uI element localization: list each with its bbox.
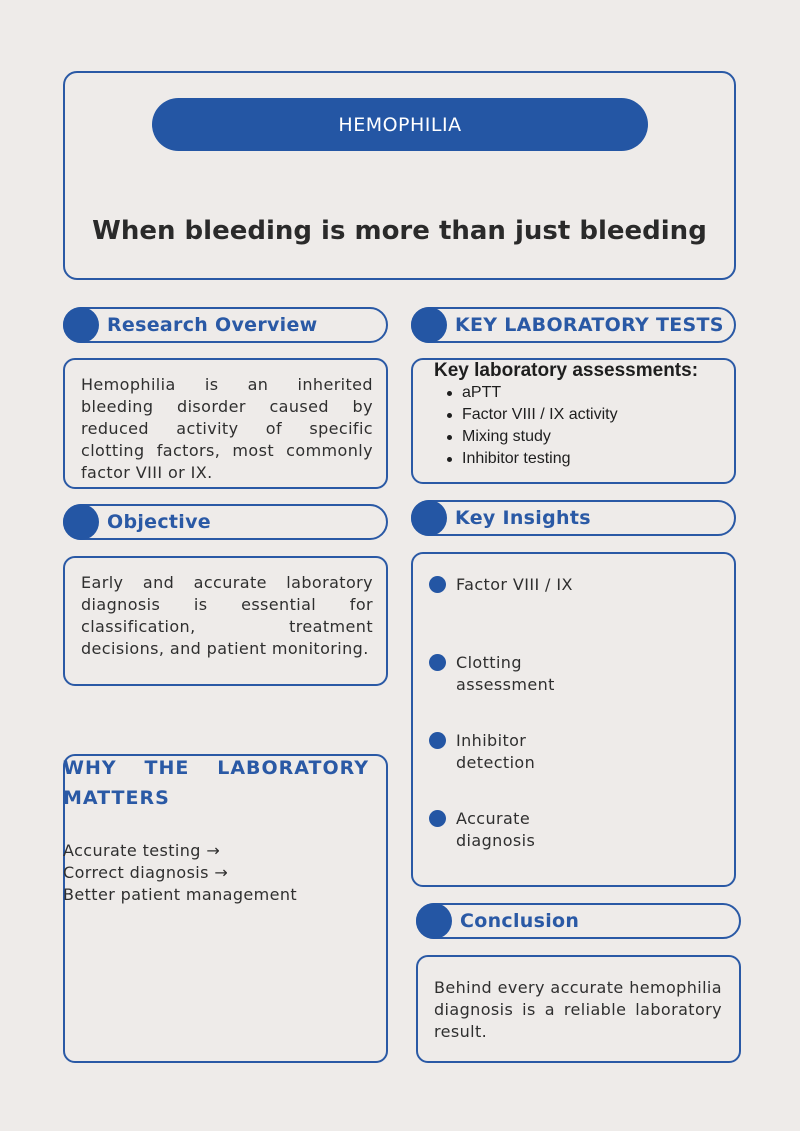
insight-text: Accurate diagnosis — [456, 809, 536, 850]
objective-text: Early and accurate laboratory diagnosis is essential for classification, treatment decisions, and patient monitoring. — [81, 573, 373, 658]
why-lab-matters-title: WHY THE LABORATORY MATTERS — [63, 757, 369, 809]
insight-text: Clotting assessment — [456, 653, 555, 694]
key-insights-card — [411, 552, 736, 887]
insight-text: Factor VIII / IX — [456, 575, 573, 594]
bullet-dot-icon — [429, 654, 446, 671]
why-line: Correct diagnosis → — [63, 863, 229, 882]
list-item: Factor VIII / IX activity — [434, 404, 729, 426]
bullet-dot-icon — [429, 732, 446, 749]
objective-title: Objective — [107, 511, 211, 533]
page-subtitle: When bleeding is more than just bleeding — [92, 216, 707, 246]
lab-tests-list — [434, 382, 729, 470]
bullet-dot-icon — [63, 504, 99, 540]
conclusion-title: Conclusion — [460, 910, 580, 932]
why-line: Better patient management — [63, 885, 298, 904]
lab-tests-subheading: Key laboratory assessments: — [434, 360, 699, 381]
why-lab-matters-body — [63, 840, 363, 906]
bullet-dot-icon — [411, 500, 447, 536]
bullet-dot-icon — [416, 903, 452, 939]
lab-tests-heading — [411, 307, 736, 343]
conclusion-text: Behind every accurate hemophilia diagnosis is a reliable laboratory result. — [434, 978, 722, 1041]
key-insights-heading — [411, 500, 736, 536]
bullet-dot-icon — [429, 576, 446, 593]
list-item: aPTT — [434, 382, 729, 404]
bullet-dot-icon — [63, 307, 99, 343]
insight-text: Inhibitor detection — [456, 731, 536, 772]
research-overview-title: Research Overview — [107, 314, 318, 336]
header-badge-label: HEMOPHILIA — [338, 113, 462, 136]
research-overview-heading — [63, 307, 388, 343]
research-overview-text: Hemophilia is an inherited bleeding disorder caused by reduced activity of specific clotting factors, most commonly factor VIII or IX. — [81, 375, 373, 482]
list-item: Inhibitor testing — [434, 448, 729, 470]
header-badge — [152, 98, 648, 151]
list-item: Mixing study — [434, 426, 729, 448]
objective-heading — [63, 504, 388, 540]
bullet-dot-icon — [411, 307, 447, 343]
bullet-dot-icon — [429, 810, 446, 827]
why-line: Accurate testing → — [63, 841, 221, 860]
lab-tests-title: KEY LABORATORY TESTS — [455, 314, 724, 336]
key-insights-title: Key Insights — [455, 507, 591, 529]
lab-tests-content — [434, 360, 729, 470]
conclusion-heading — [416, 903, 741, 939]
